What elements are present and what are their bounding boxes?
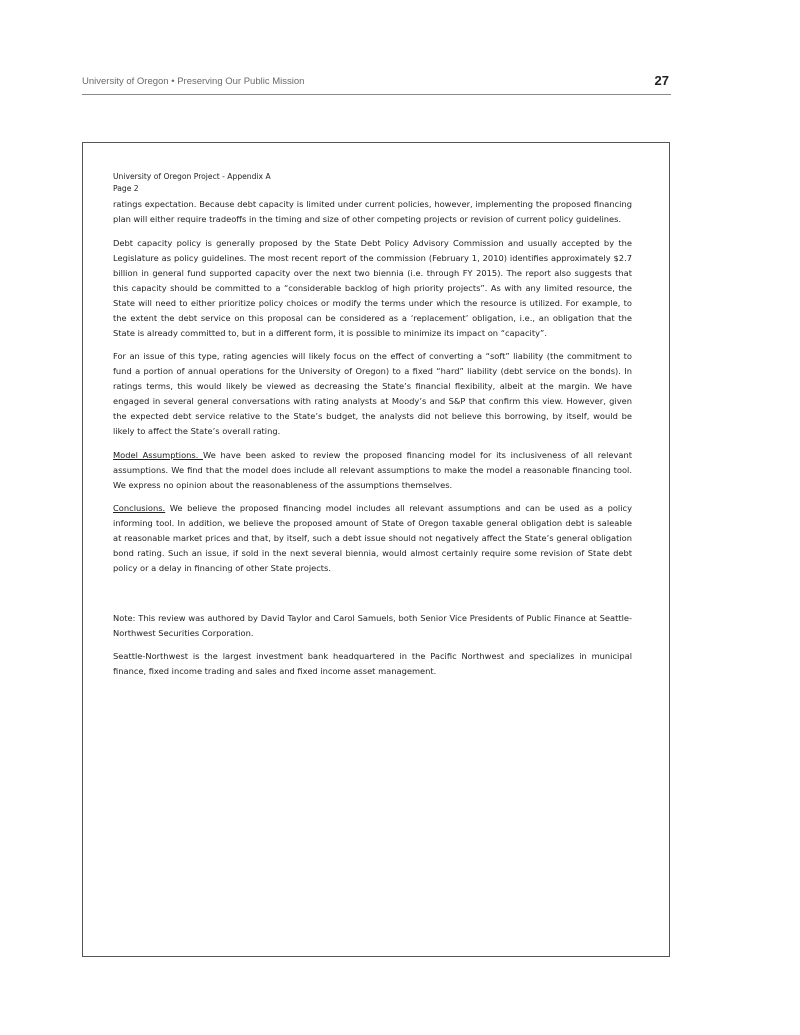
running-title: University of Oregon • Preserving Our Public Mission (82, 76, 305, 87)
page-label: Page 2 (113, 183, 139, 193)
paragraph-authorship-note: Note: This review was authored by David Taylor and Carol Samuels, both Senior Vice Presidents of Public Finance at Seattle-Northwest Securities Corporation. (113, 612, 632, 638)
running-header (82, 70, 671, 95)
model-assumptions-text: We have been asked to review the proposed financing model for its inclusiveness of all relevant assumptions. We find that the model does include all relevant assumptions to make the model a reasonable financing tool. We express no opinion about the reasonableness of the assumptions themselves. (113, 449, 632, 490)
paragraph-ratings-expectation: ratings expectation. Because debt capacity is limited under current policies, however, implementing the proposed financing plan will either require tradeoffs in the timing and size of other competing projects or revision of current policy guidelines. (113, 199, 632, 224)
section-spacer (113, 585, 632, 611)
document-meta (113, 171, 632, 194)
page-number: 27 (654, 73, 669, 88)
appendix-document-frame (82, 142, 670, 957)
paragraph-rating-agencies: For an issue of this type, rating agencies will likely focus on the effect of converting a “soft” liability (the commitment to fund a portion of annual operations for the University of Oregon) to a fixed “hard” liability (debt service on the bonds). In ratings terms, this would likely be viewed as decreasing the State’s financial flexibility, albeit at the margin. We have engaged in several general conversations with rating analysts at Moody’s and S&P that confirm this view. However, given the expected debt service relative to the State’s budget, the analysts did not believe this borrowing, by itself, would be likely to affect the State’s overall rating. (113, 351, 632, 436)
paragraph-debt-capacity-policy: Debt capacity policy is generally proposed by the State Debt Policy Advisory Commission and usually accepted by the Legislature as policy guidelines. The most recent report of the commission (February 1, 2010) identifies approximately $2.7 billion in general fund supported capacity over the next two biennia (i.e. through FY 2015). The report also suggests that this capacity should be committed to a “considerable backlog of high priority projects”. As with any limited resource, the State will need to either prioritize policy choices or modify the terms under which the resource is utilized. For example, to the extent the debt service on this proposal can be considered as a ‘replacement’ obligation, i.e., an obligation that the State is already committed to, but in a different form, it is possible to minimize its impact on “capacity”. (113, 237, 632, 338)
document-body (113, 171, 632, 688)
appendix-title: University of Oregon Project - Appendix A (113, 172, 271, 181)
model-assumptions-heading: Model Assumptions. (113, 449, 204, 460)
conclusions-heading: Conclusions. (113, 503, 166, 513)
paragraph-firm-description: Seattle-Northwest is the largest investment bank headquartered in the Pacific Northwest and specializes in municipal finance, fixed income trading and sales and fixed income asset management. (113, 651, 632, 676)
paragraph-model-assumptions (113, 448, 632, 493)
paragraph-conclusions (113, 501, 632, 576)
conclusions-text: We believe the proposed financing model includes all relevant assumptions and can be used as a policy informing tool. In addition, we believe the proposed amount of State of Oregon taxable general obligation debt is saleable at reasonable market prices and that, by itself, such a debt issue should not negatively affect the State’s general obligation bond rating. Such an issue, if sold in the next several biennia, would almost certainly require some revision of State debt policy or a delay in financing of other State projects. (113, 503, 632, 573)
